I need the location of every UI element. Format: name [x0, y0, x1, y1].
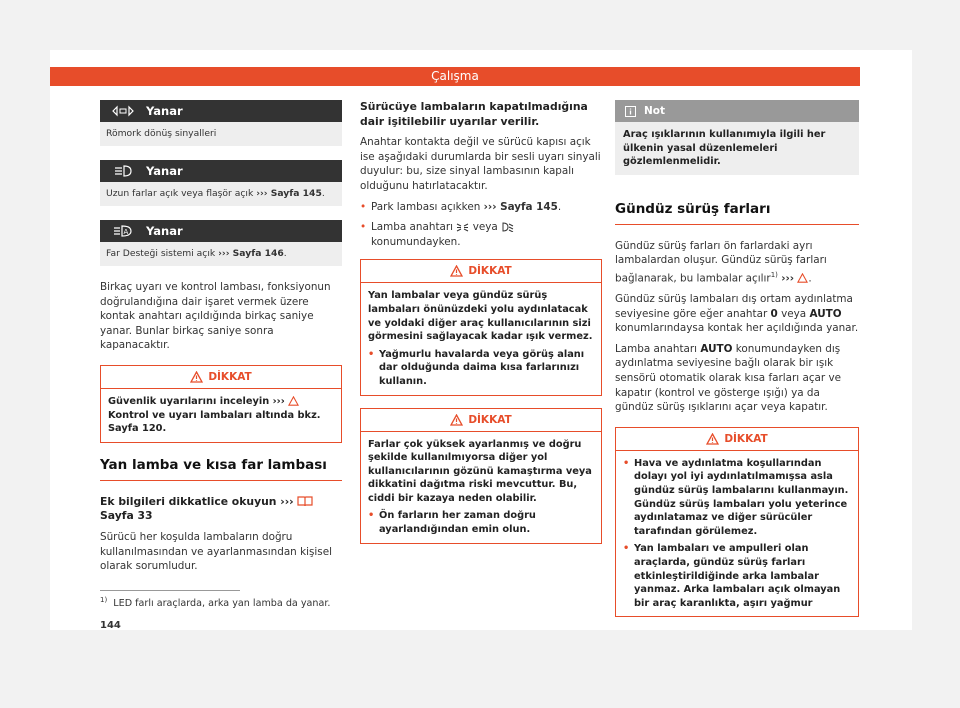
warning-triangle-icon	[450, 265, 463, 277]
info-icon	[625, 106, 636, 117]
body-paragraph: Sürücü her koşulda lambaların doğru kullanılmasından ve ayarlanmasından kişisel olarak sorumludur.	[100, 530, 332, 573]
svg-text:A: A	[123, 228, 129, 236]
low-beam-icon	[501, 222, 514, 232]
body-paragraph: Gündüz sürüş lambaları dış ortam aydınlatma seviyesine göre eğer anahtar 0 veya AUTO konumlarındaysa kontak her açıldığında yanar.	[615, 293, 859, 335]
body-paragraph: Anahtar kontakta değil ve sürücü kapısı açık ise aşağıdaki durumlarda bir sesli uyarı sinyali duyulur: bu, size sinyal lambasının kapalı olduğunu hatırlatacaktır.	[360, 136, 601, 192]
lamp-desc: Uzun farlar açık veya flaşör açık ››› Sayfa 145.	[100, 182, 342, 206]
warning-body: Farlar çok yüksek ayarlanmış ve doğru şekilde kullanılmıyorsa diğer yol kullanıcılarının gözünü kamaştırma veya dikkatini dağıtma riski mevcuttur. Bu, ciddi bir kazaya neden olabilir. • Ön farların her zaman doğru ayarlandığından emin olun.	[361, 432, 601, 543]
warning-header: DİKKAT	[101, 366, 341, 389]
extra-info: Ek bilgileri dikkatlice okuyun ››› Sayfa 33	[100, 495, 342, 524]
warning-header: DİKKAT	[361, 260, 601, 283]
page-number: 144	[100, 620, 121, 631]
note-header: Not	[615, 100, 859, 122]
column-middle	[360, 100, 602, 556]
lamp-bar-trailer-turn	[100, 100, 342, 122]
warning-triangle-icon	[288, 396, 299, 406]
warning-box	[615, 427, 859, 618]
section-heading: Yan lamba ve kısa far lambası	[100, 457, 342, 481]
lamp-bar-high-beam	[100, 160, 342, 182]
trailer-turn-signal-icon	[100, 105, 146, 117]
section-heading: Gündüz sürüş farları	[615, 201, 859, 225]
warning-box	[100, 365, 342, 443]
warning-header: DİKKAT	[361, 409, 601, 432]
lamp-desc: Römork dönüş sinyalleri	[100, 122, 342, 146]
warning-triangle-icon	[450, 414, 463, 426]
page-reference-link[interactable]: Sayfa 33	[100, 509, 153, 523]
list-item: • Lamba anahtarı veya konumundayken.	[360, 220, 602, 249]
warning-triangle-icon	[797, 273, 808, 283]
intro-paragraph: Birkaç uyarı ve kontrol lambası, fonksiyonun doğrulandığına dair işaret vermek üzere kontak anahtarı açıldığında birkaç saniye yanar. Bunlar birkaç saniye sonra kapanacaktır.	[100, 281, 331, 352]
light-assist-icon	[100, 225, 146, 237]
page-reference-link[interactable]: ››› Sayfa 145	[483, 200, 558, 213]
warning-box	[360, 408, 602, 544]
booklet-icon	[297, 496, 313, 507]
warning-body: • Hava ve aydınlatma koşullarından dolayı yol iyi aydınlatılmamışsa asla gündüz sürüş lambalarını kullanmayın. Gündüz sürüş lambaları yolu yeterince aydınlatamaz ve diğer sürücüler tarafından görülemez. • Yan lambaları ve ampulleri olan araçlarda, gündüz sürüş farları etkinleştirildiğinde arka lambalar yanmaz. Arka lambaları açık olmayan bir araç karanlıkta, aşırı yağmur	[616, 451, 858, 617]
warning-body: Güvenlik uyarılarını inceleyin ››› Kontrol ve uyarı lambaları altında bkz. Sayfa 120.	[108, 395, 321, 435]
switch-position-auto: AUTO	[809, 307, 842, 320]
page-reference-link[interactable]: ››› Sayfa 145	[256, 188, 322, 199]
body-paragraph: Gündüz sürüş farları ön farlardaki ayrı lambalardan oluşur. Gündüz sürüş farları bağlanarak, bu lambalar açılır$^{1)}$ ››› .	[615, 239, 827, 285]
page-reference-link[interactable]: ››› Sayfa 146	[218, 248, 284, 259]
warning-box	[360, 259, 602, 395]
warning-header: DİKKAT	[616, 428, 858, 451]
footnote: $^{1)}$ LED farlı araçlarda, arka yan lamba da yanar.	[100, 596, 331, 610]
lamp-label: Yanar	[146, 164, 183, 178]
switch-position-0: 0	[770, 307, 778, 320]
note-box	[615, 100, 859, 175]
lamp-label: Yanar	[146, 104, 183, 118]
sub-heading: Sürücüye lambaların kapatılmadığına dair işitilebilir uyarılar verilir.	[360, 100, 588, 128]
footnote-divider	[100, 590, 240, 591]
lamp-desc: Far Desteği sistemi açık ››› Sayfa 146.	[100, 242, 342, 266]
warning-triangle-icon	[190, 371, 203, 383]
list-item: • Park lambası açıkken ››› Sayfa 145.	[360, 200, 602, 215]
note-body: Araç ışıklarının kullanımıyla ilgili her ülkenin yasal düzenlemeleri gözlemlenmelidir.	[615, 122, 859, 175]
lamp-label: Yanar	[146, 224, 183, 238]
section-banner: Çalışma	[50, 67, 860, 86]
high-beam-icon	[100, 165, 146, 177]
warning-body: Yan lambalar veya gündüz sürüş lambaları önünüzdeki yolu aydınlatacak ve yoldaki diğer araç kullanıcılarının sizi görmesini sağlayacak kadar ışık vermez. • Yağmurlu havalarda veya görüş alanı dar olduğunda daima kısa farlarınızı kullanın.	[361, 283, 601, 394]
lamp-bar-light-assist	[100, 220, 342, 242]
warning-triangle-icon	[706, 433, 719, 445]
switch-position-auto: AUTO	[700, 342, 733, 355]
column-right	[615, 100, 859, 629]
side-light-icon	[456, 223, 469, 232]
body-paragraph: Lamba anahtarı AUTO konumundayken dış aydınlatma seviyesine bağlı olarak bir ışık sensörü otomatik olarak kısa farları açar ve kapatır (kontrol ve gösterge ışığı) ya da gündüz sürüş ışıklarını açar veya kapatır.	[615, 342, 842, 414]
column-left	[100, 100, 342, 580]
